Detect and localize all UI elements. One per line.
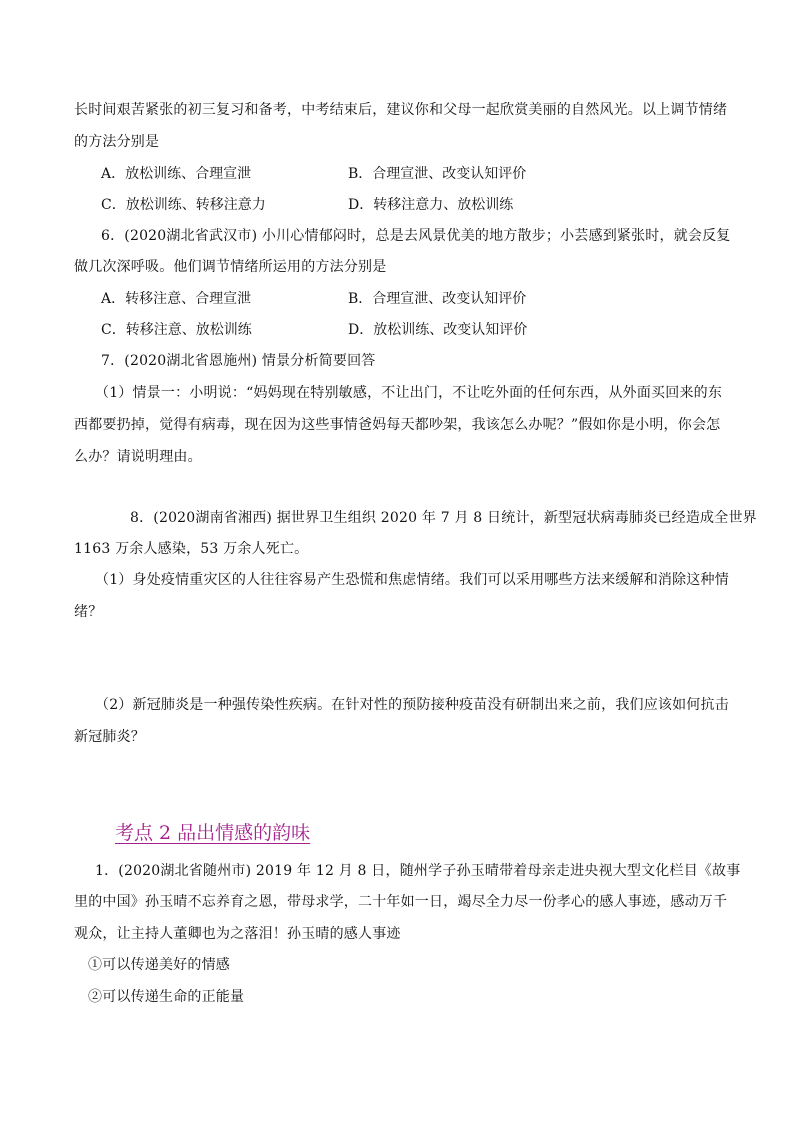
q7-para-line-1: （1）情景一：小明说：“妈妈现在特别敏感，不让出门，不让吃外面的任何东西，从外面买回来的东 <box>95 385 723 401</box>
intro-line-2: 的方法分别是 <box>74 134 160 150</box>
q8-sub1-line-2: 绪？ <box>74 604 103 620</box>
q6-option-a: A．转移注意、合理宣泄 <box>101 291 252 307</box>
q7-para-line-3: 么办？请说明理由。 <box>74 449 202 465</box>
q8-line-1: 8．(2020湖南省湘西) 据世界卫生组织 2020 年 7 月 8 日统计，新型冠状病毒肺炎已经造成全世界 <box>130 510 757 526</box>
q8-line-2: 1163 万余人感染，53 万余人死亡。 <box>74 541 309 557</box>
q6-line-1: 6．(2020湖北省武汉市) 小川心情郁闷时，总是去风景优美的地方散步；小芸感到紧张时，就会反复 <box>101 228 731 244</box>
q6-line-2: 做几次深呼吸。他们调节情绪所运用的方法分别是 <box>74 259 387 275</box>
s2-q1-line-1: 1．(2020湖北省随州市) 2019 年 12 月 8 日，随州学子孙玉晴带着母亲走进央视大型文化栏目《故事 <box>95 863 741 879</box>
q8-sub2-line-1: （2）新冠肺炎是一种强传染性疾病。在针对性的预防接种疫苗没有研制出来之前，我们应该如何抗击 <box>95 697 729 713</box>
section-title: 考点 2 品出情感的韵味 <box>115 822 311 844</box>
intro-line-1: 长时间艰苦紧张的初三复习和备考，中考结束后，建议你和父母一起欣赏美丽的自然风光。以上调节情绪 <box>74 102 728 118</box>
q6-option-b: B．合理宣泄、改变认知评价 <box>348 291 527 307</box>
s2-q1-line-2: 里的中国》孙玉晴不忘养育之恩，带母求学，二十年如一日，竭尽全力尽一份孝心的感人事迹，感动万千 <box>74 894 728 910</box>
q6-option-d: D．放松训练、改变认知评价 <box>348 322 528 338</box>
s2-q1-option-1: ①可以传递美好的情感 <box>88 957 230 973</box>
option-a: A．放松训练、合理宣泄 <box>101 166 252 182</box>
option-b: B．合理宣泄、改变认知评价 <box>348 166 527 182</box>
q8-sub2-line-2: 新冠肺炎？ <box>74 729 145 745</box>
q6-option-c: C．转移注意、放松训练 <box>101 322 252 338</box>
q7-title: 7．(2020湖北省恩施州) 情景分析简要回答 <box>101 353 376 369</box>
q7-para-line-2: 西都要扔掉，觉得有病毒，现在因为这些事情爸妈每天都吵架，我该怎么办呢？”假如你是小明，你会怎 <box>74 417 721 433</box>
s2-q1-option-2: ②可以传递生命的正能量 <box>88 989 245 1005</box>
option-c: C．放松训练、转移注意力 <box>101 197 266 213</box>
option-d: D．转移注意力、放松训练 <box>348 197 514 213</box>
s2-q1-line-3: 观众，让主持人董卿也为之落泪！孙玉晴的感人事迹 <box>74 926 401 942</box>
q8-sub1-line-1: （1）身处疫情重灾区的人往往容易产生恐慌和焦虑情绪。我们可以采用哪些方法来缓解和消除这种情 <box>95 572 729 588</box>
